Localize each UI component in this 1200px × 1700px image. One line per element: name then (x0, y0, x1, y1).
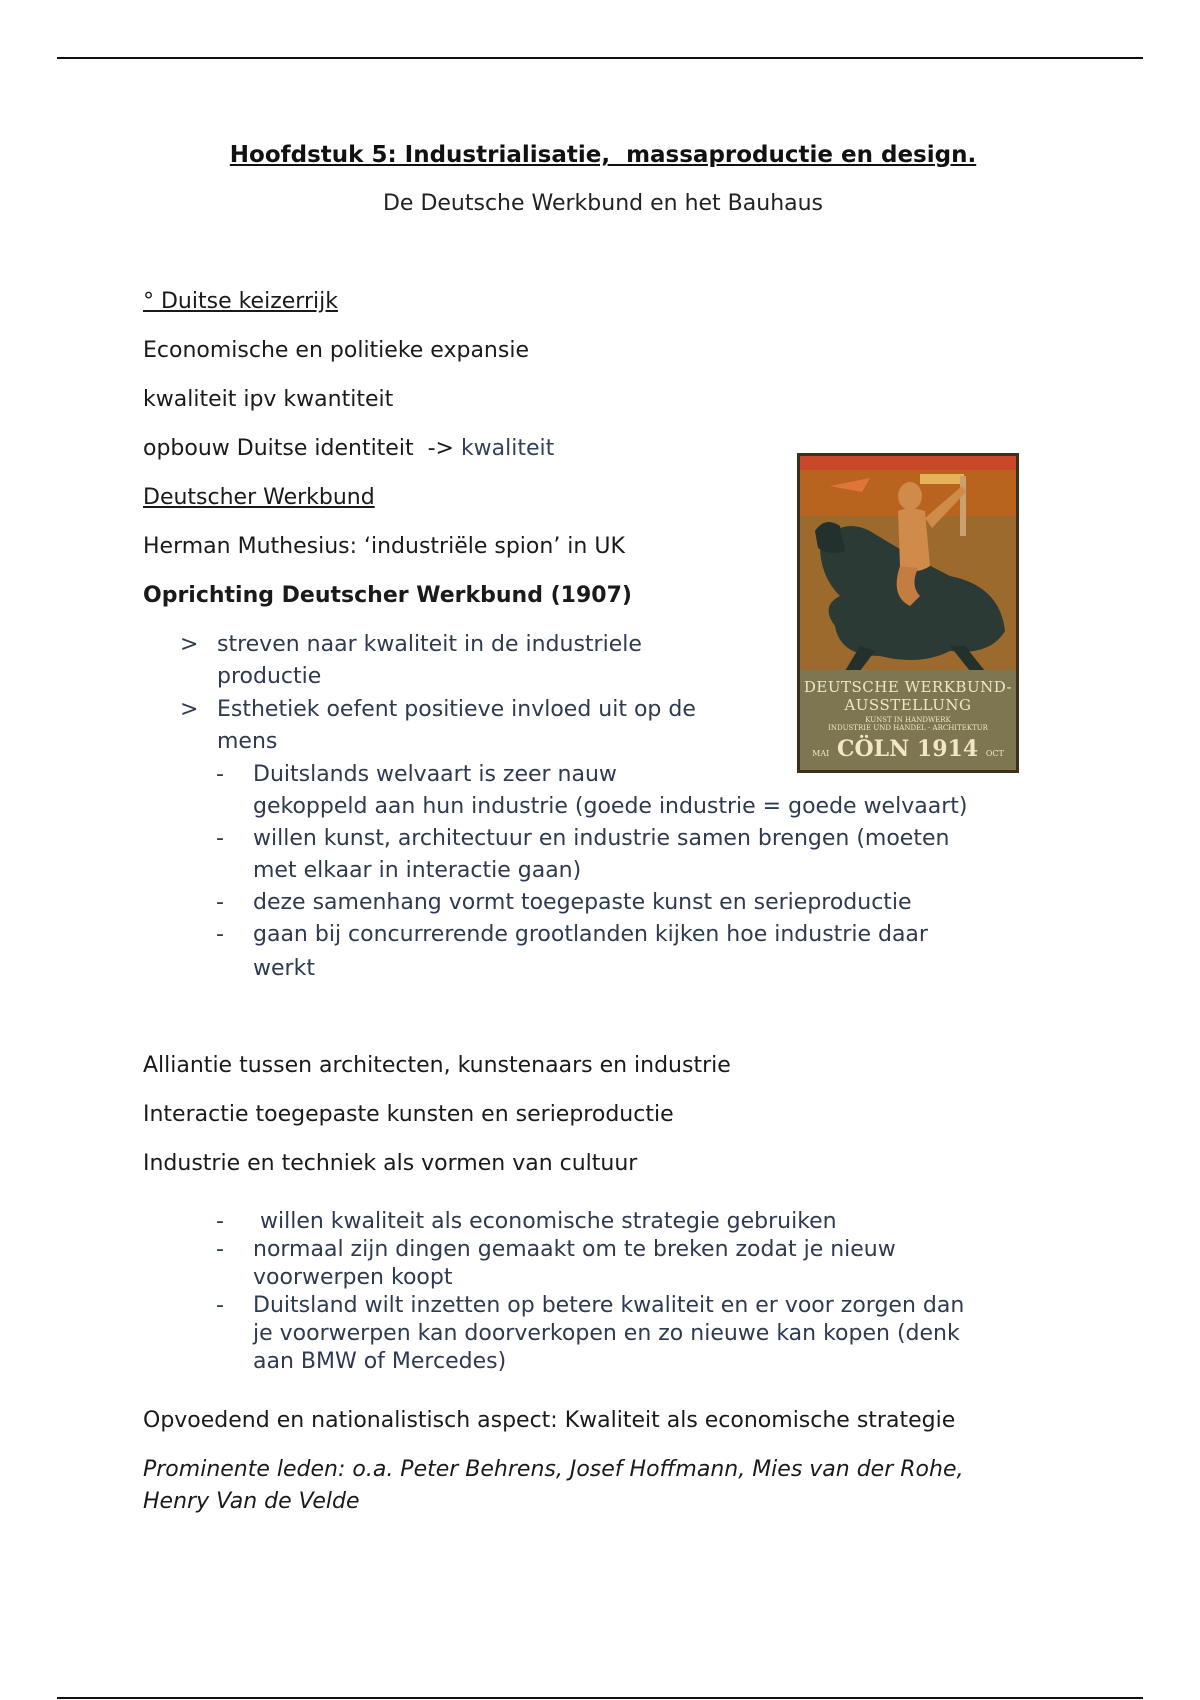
list-item (216, 1292, 1073, 1376)
list-item (216, 1208, 1073, 1236)
poster-text: INDUSTRIE UND HANDEL · ARCHITEKTUR (828, 724, 988, 732)
list-item-text: willen kunst, architectuur en industrie samen brengen (moeten (253, 826, 950, 851)
text-line: Opvoedend en nationalistisch aspect: Kwaliteit als economische strategie (143, 1408, 956, 1433)
text-line: Interactie toegepaste kunsten en serieproductie (143, 1102, 674, 1127)
bullet-marker: - (216, 1293, 224, 1318)
bottom-rule (57, 1697, 1143, 1699)
list-item-text: streven naar kwaliteit in de industriele (217, 632, 642, 657)
poster-caption (800, 670, 1016, 770)
list-item-text: gaan bij concurrerende grootlanden kijken hoe industrie daar (253, 922, 928, 947)
list-item-text: voorwerpen koopt (253, 1265, 453, 1290)
text-line: Alliantie tussen architecten, kunstenaars en industrie (143, 1053, 731, 1078)
heading-deutscher-werkbund: Deutscher Werkbund (143, 485, 375, 510)
text-line: Industrie en techniek als vormen van cultuur (143, 1151, 638, 1176)
bullet-marker: - (216, 922, 224, 947)
poster-text: DEUTSCHE WERKBUND- (803, 678, 1013, 696)
list-item (216, 823, 1073, 887)
list-item-text: je voorwerpen kan doorverkopen en zo nieuwe kan kopen (denk (253, 1321, 960, 1346)
list-item (216, 919, 1073, 985)
poster-text: AUSSTELLUNG (844, 696, 972, 714)
list-item-text: Esthetiek oefent positieve invloed uit op de (217, 697, 696, 722)
poster-illustration (800, 456, 1016, 672)
list-item-text: met elkaar in interactie gaan) (253, 858, 582, 883)
list-item-text: productie (217, 664, 322, 689)
bullet-marker: - (216, 1209, 224, 1234)
heading-duitse-keizerrijk: ° Duitse keizerrijk (143, 289, 338, 314)
text-span-kwaliteit: kwaliteit (460, 436, 555, 461)
list-item-text: mens (217, 729, 278, 754)
list-item-text: willen kwaliteit als economische strategie gebruiken (253, 1209, 837, 1234)
list-item-text: Duitsland wilt inzetten op betere kwaliteit en er voor zorgen dan (253, 1293, 965, 1318)
list-item (180, 629, 737, 693)
top-rule (57, 57, 1143, 59)
text-line (143, 436, 554, 461)
poster-text (800, 736, 1016, 762)
text-line: kwaliteit ipv kwantiteit (143, 387, 394, 412)
werkbund-poster-image (797, 453, 1019, 773)
chapter-subtitle: De Deutsche Werkbund en het Bauhaus (382, 191, 824, 216)
list-item (180, 694, 777, 758)
list-item-text: werkt (253, 956, 315, 981)
list-item-text: gekoppeld aan hun industrie (goede industrie = goede welvaart) (253, 794, 968, 819)
bullet-marker: > (180, 632, 199, 657)
text-line-italic: Prominente leden: o.a. Peter Behrens, Josef Hoffmann, Mies van der Rohe, (143, 1457, 964, 1482)
bullet-marker: - (216, 1237, 224, 1262)
poster-text: CÖLN 1914 (836, 736, 979, 762)
bullet-marker: - (216, 890, 224, 915)
text-span: opbouw Duitse identiteit -> (143, 436, 461, 461)
bullet-marker: > (180, 697, 199, 722)
list-item (216, 887, 1073, 919)
text-line: Herman Muthesius: ‘industriële spion’ in UK (143, 534, 625, 559)
bullet-marker: - (216, 762, 224, 787)
chapter-title: Hoofdstuk 5: Industrialisatie, massaproductie en design. (229, 142, 977, 168)
list-item-text: normaal zijn dingen gemaakt om te breken zodat je nieuw (253, 1237, 896, 1262)
list-item-text: aan BMW of Mercedes) (253, 1349, 507, 1374)
text-line-italic: Henry Van de Velde (143, 1489, 360, 1514)
list-item-text: Duitslands welvaart is zeer nauw (253, 762, 617, 787)
bullet-marker: - (216, 826, 224, 851)
poster-text: MAI (812, 749, 830, 758)
list-item-text: deze samenhang vormt toegepaste kunst en serieproductie (253, 890, 912, 915)
poster-text: OCT (985, 749, 1004, 758)
text-line-bold: Oprichting Deutscher Werkbund (1907) (143, 583, 632, 608)
text-line: Economische en politieke expansie (143, 338, 529, 363)
list-item (216, 1236, 1073, 1292)
poster-text: KUNST IN HANDWERK (865, 716, 951, 724)
